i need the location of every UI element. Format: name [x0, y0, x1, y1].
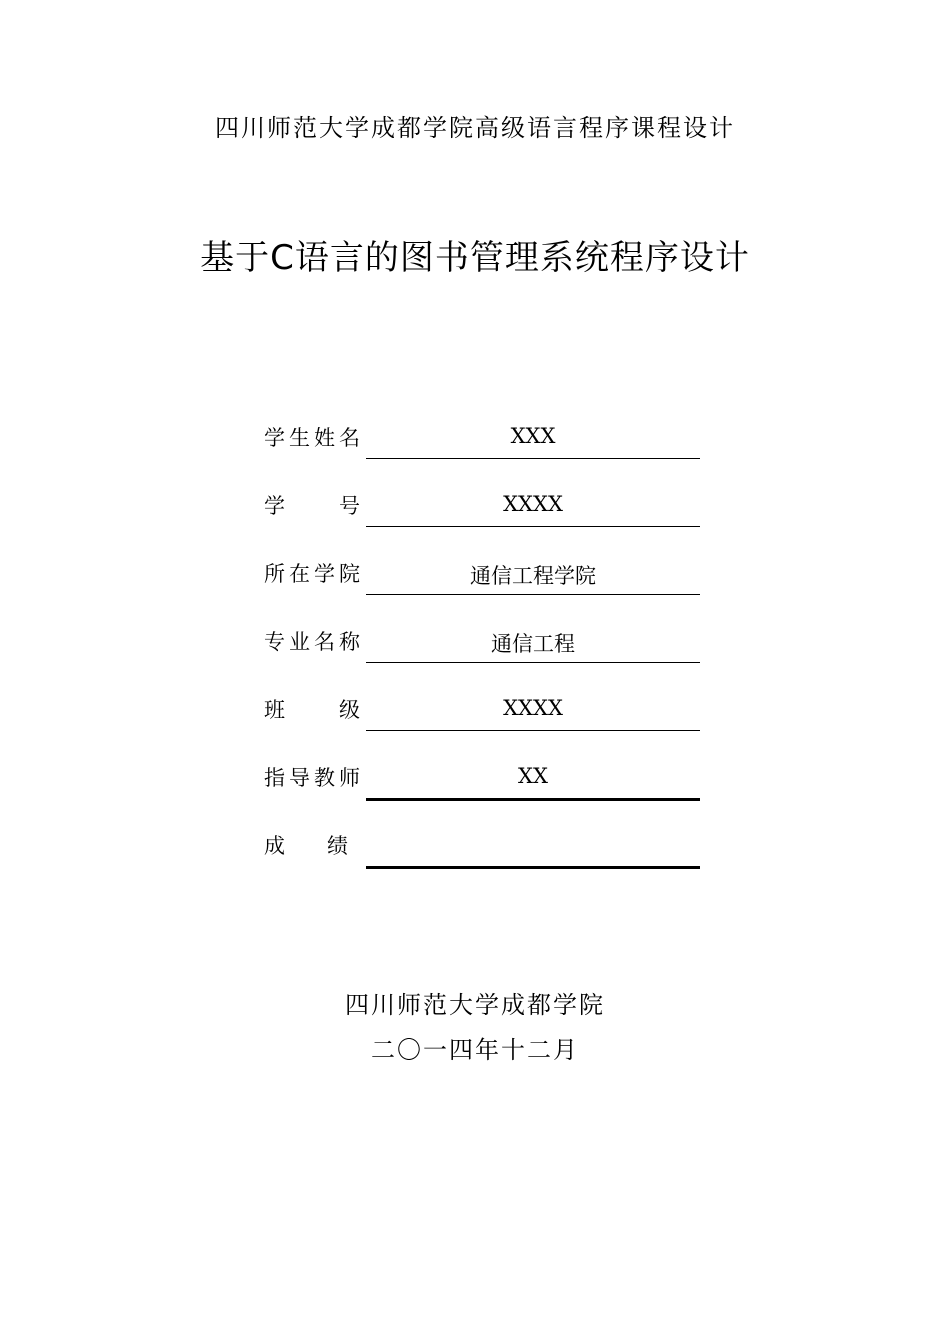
row-advisor [264, 752, 704, 820]
label-char: 号 [339, 494, 360, 518]
label-char: 称 [339, 630, 360, 654]
value-college: 通信工程学院 [470, 564, 596, 588]
institution-name: 四川师范大学成都学院 [345, 991, 605, 1019]
label-char: 在 [289, 562, 310, 586]
value-advisor: XX [518, 764, 548, 788]
label-char: 院 [339, 562, 360, 586]
label-char: 业 [289, 630, 310, 654]
underline [366, 730, 700, 731]
label-char: 绩 [327, 834, 348, 858]
course-subtitle: 四川师范大学成都学院高级语言程序课程设计 [215, 114, 735, 142]
label-char: 班 [264, 698, 285, 722]
row-student-id [264, 480, 704, 548]
label-char: 生 [289, 426, 310, 450]
label-char: 成 [264, 834, 285, 858]
label-grade [264, 830, 348, 860]
label-char: 指 [264, 766, 285, 790]
label-char: 师 [339, 766, 360, 790]
value-class: XXXX [503, 696, 563, 720]
label-char: 学 [264, 426, 285, 450]
label-student-name [264, 422, 360, 452]
label-char: 学 [314, 562, 335, 586]
underline [366, 594, 700, 595]
label-major [264, 626, 360, 656]
document-title: 基于C语言的图书管理系统程序设计 [200, 238, 750, 278]
underline [366, 458, 700, 459]
label-college [264, 558, 360, 588]
row-student-name [264, 412, 704, 480]
value-student-name: XXX [510, 424, 556, 448]
label-char: 学 [264, 494, 285, 518]
row-class [264, 684, 704, 752]
label-class [264, 694, 360, 724]
value-major: 通信工程 [491, 632, 575, 656]
underline [366, 662, 700, 663]
label-char: 所 [264, 562, 285, 586]
underline [366, 866, 700, 869]
label-char: 名 [339, 426, 360, 450]
label-char: 教 [314, 766, 335, 790]
label-char: 姓 [314, 426, 335, 450]
label-char: 导 [289, 766, 310, 790]
row-college [264, 548, 704, 616]
document-date: 二〇一四年十二月 [371, 1036, 579, 1064]
footer [0, 985, 950, 1075]
student-info-form [264, 412, 704, 888]
label-advisor [264, 762, 360, 792]
label-char: 名 [314, 630, 335, 654]
underline [366, 798, 700, 801]
row-grade [264, 820, 704, 888]
underline [366, 526, 700, 527]
label-char: 专 [264, 630, 285, 654]
label-char: 级 [339, 698, 360, 722]
row-major [264, 616, 704, 684]
value-student-id: XXXX [503, 492, 563, 516]
label-student-id [264, 490, 360, 520]
